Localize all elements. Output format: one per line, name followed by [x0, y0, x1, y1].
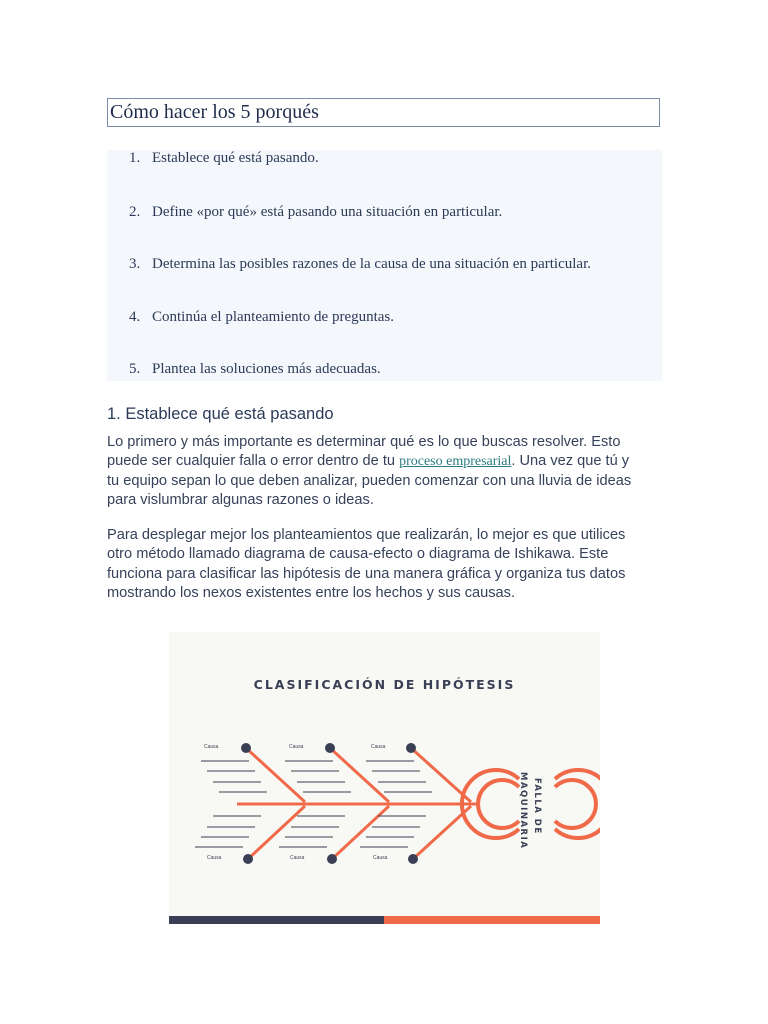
process-link[interactable]: proceso empresarial: [399, 454, 512, 470]
list-item: [129, 150, 319, 167]
page-title: Cómo hacer los 5 porqués: [107, 98, 660, 127]
paragraph-2: [107, 526, 667, 604]
paragraph-line: Para desplegar mejor los planteamientos que realizarán, lo mejor es que utilices: [107, 527, 626, 543]
cause-label: Causa: [290, 855, 305, 861]
cause-label: Causa: [371, 744, 386, 750]
bone-line: [332, 806, 389, 859]
list-item: [129, 309, 394, 326]
cause-label: Causa: [207, 855, 222, 861]
paragraph-1: [107, 433, 667, 511]
cause-dot: [325, 743, 335, 753]
list-item: [129, 361, 381, 378]
cause-dot: [406, 743, 416, 753]
cause-dot: [243, 854, 253, 864]
step-text: Continúa el planteamiento de preguntas.: [152, 309, 395, 325]
step-number: 1.: [129, 150, 141, 166]
paragraph-line: mostrando los nexos existentes entre los hechos y sus causas.: [107, 585, 516, 602]
bone-line: [246, 748, 305, 802]
cause-dot: [327, 854, 337, 864]
footer-bar-dark: [169, 916, 384, 924]
effect-line-2: MAQUINARIA: [518, 772, 528, 850]
effect-label: [499, 772, 559, 858]
list-item: [129, 256, 591, 273]
step-text: Determina las posibles razones de la causa de una situación en particular.: [152, 256, 591, 272]
cause-label: Causa: [373, 855, 388, 861]
list-item: [129, 204, 502, 221]
text-run: puede ser cualquier falla o error dentro de tu: [107, 453, 400, 470]
paragraph-line: [107, 452, 667, 471]
ishikawa-figure: [169, 632, 600, 924]
cause-dot: [241, 743, 251, 753]
paragraph-line: para vislumbrar algunas razones o ideas.: [107, 492, 374, 509]
step-number: 3.: [129, 256, 141, 272]
section-heading: 1. Establece qué está pasando: [107, 405, 334, 423]
step-number: 2.: [129, 204, 141, 220]
footer-bar-orange: [384, 916, 600, 924]
step-number: 5.: [129, 361, 141, 377]
cause-label: Causa: [204, 744, 219, 750]
bone-line: [248, 806, 305, 859]
steps-list: [107, 150, 662, 381]
bone-line: [330, 748, 389, 802]
step-text: Plantea las soluciones más adecuadas.: [152, 361, 381, 377]
step-text: Define «por qué» está pasando una situación en particular.: [152, 204, 503, 220]
cause-label: Causa: [289, 744, 304, 750]
text-run: . Una vez que tú y: [511, 453, 630, 470]
step-text: Establece qué está pasando.: [152, 150, 319, 166]
paragraph-line: tu equipo sepan lo que deben analizar, pueden comenzar con una lluvia de ideas: [107, 472, 632, 489]
step-number: 4.: [129, 309, 141, 325]
cause-dot: [408, 854, 418, 864]
paragraph-line: Lo primero y más importante es determinar qué es lo que buscas resolver. Esto: [107, 434, 621, 450]
figure-title: CLASIFICACIÓN DE HIPÓTESIS: [253, 677, 516, 692]
paragraph-line: otro método llamado diagrama de causa-efecto o diagrama de Ishikawa. Este: [107, 546, 609, 563]
paragraph-line: funciona para clasificar las hipótesis de una manera gráfica y organiza tus datos: [107, 565, 626, 582]
effect-line-1: FALLA DE: [532, 778, 542, 835]
